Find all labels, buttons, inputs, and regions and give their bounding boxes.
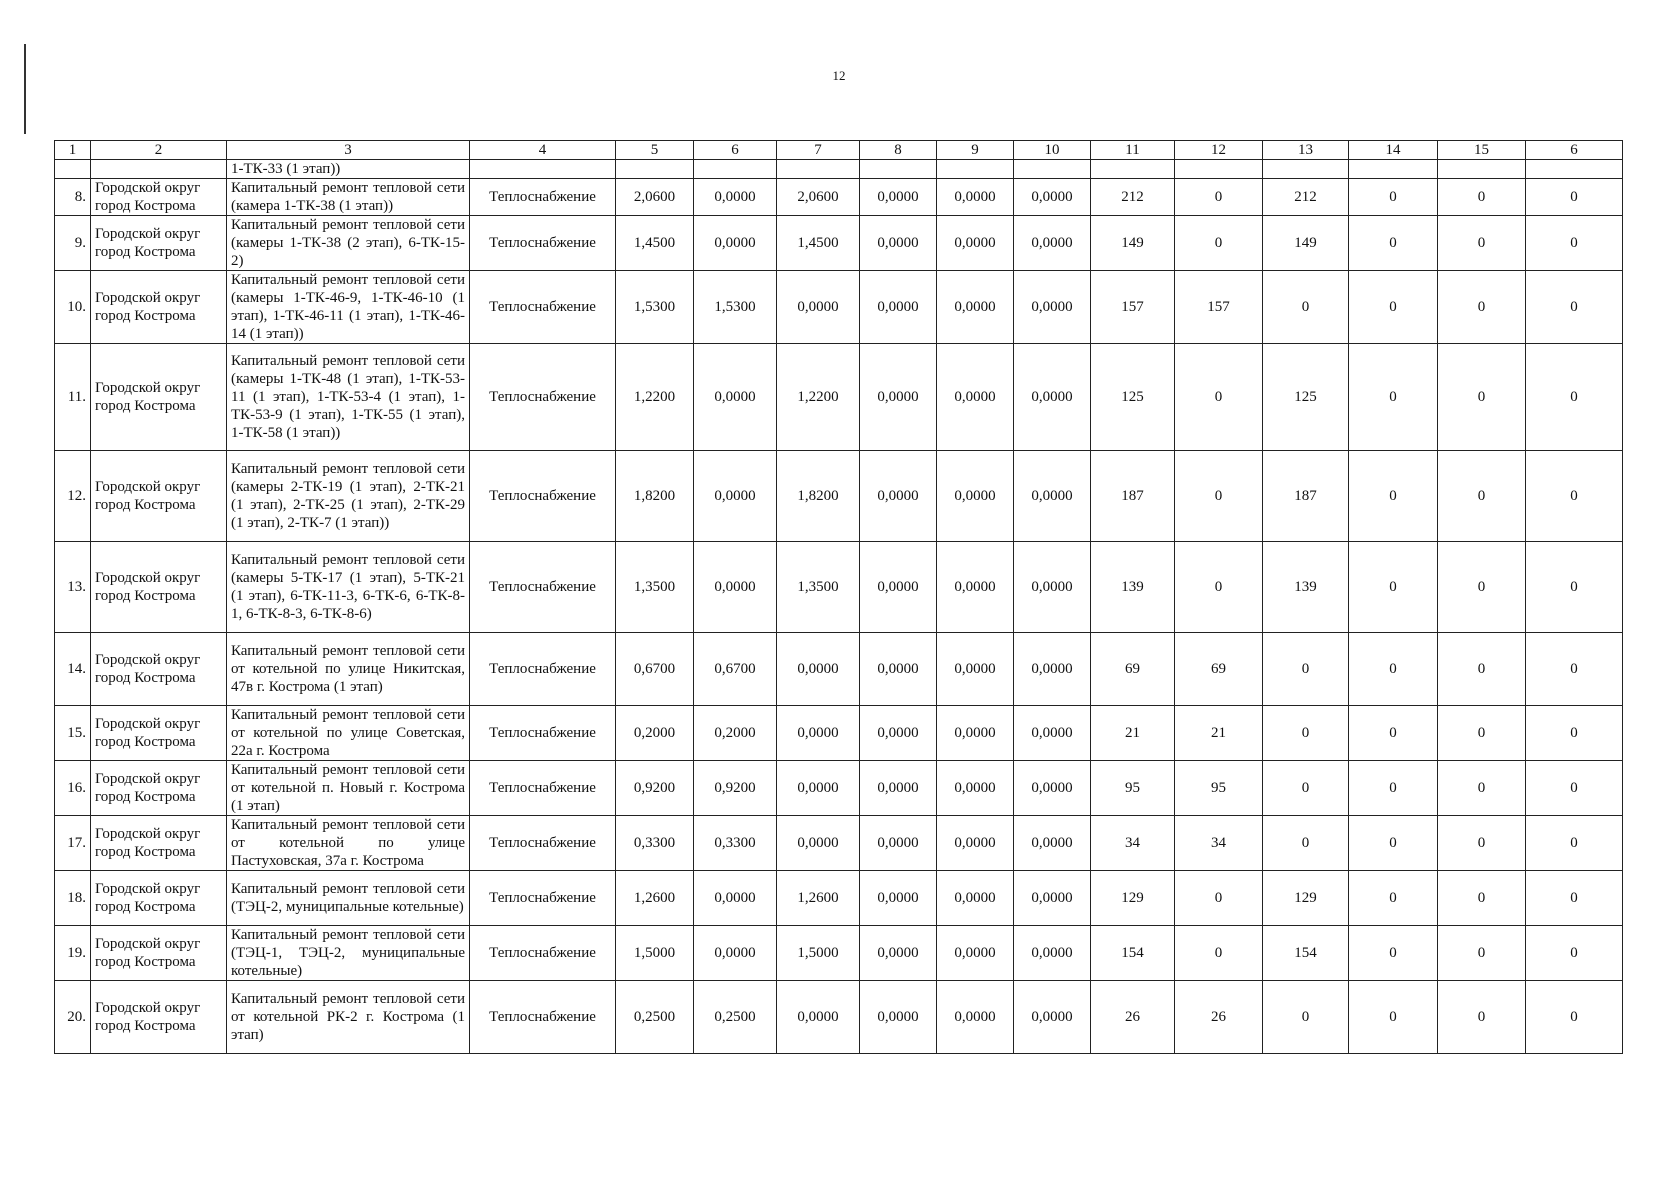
value-cell: 0,0000 <box>777 761 860 816</box>
table-row <box>55 871 1623 926</box>
value-cell: 0 <box>1349 179 1438 216</box>
table-row <box>55 451 1623 542</box>
description-cell: Капитальный ремонт тепловой сети от котельной по улице Никитская, 47в г. Кострома (1 этап) <box>227 633 470 706</box>
value-cell: 95 <box>1091 761 1175 816</box>
municipality-cell: Городской округ город Кострома <box>91 761 227 816</box>
municipality-cell: Городской округ город Кострома <box>91 706 227 761</box>
value-cell: 0 <box>1438 981 1526 1054</box>
value-cell: 0,2000 <box>616 706 694 761</box>
category-cell: Теплоснабжение <box>470 451 616 542</box>
municipality-cell: Городской округ город Кострома <box>91 871 227 926</box>
value-cell: 1,3500 <box>777 542 860 633</box>
description-cell: Капитальный ремонт тепловой сети (камера 1-ТК-38 (1 этап)) <box>227 179 470 216</box>
value-cell: 0,0000 <box>694 542 777 633</box>
value-cell: 0 <box>1526 271 1623 344</box>
value-cell: 0,0000 <box>1014 451 1091 542</box>
value-cell: 0,9200 <box>694 761 777 816</box>
value-cell: 0,0000 <box>694 179 777 216</box>
category-cell: Теплоснабжение <box>470 633 616 706</box>
value-cell: 0,0000 <box>777 633 860 706</box>
table-row <box>55 761 1623 816</box>
value-cell: 0,2500 <box>694 981 777 1054</box>
value-cell: 0 <box>1438 451 1526 542</box>
value-cell: 1,2600 <box>616 871 694 926</box>
value-cell: 129 <box>1091 871 1175 926</box>
value-cell: 0,0000 <box>937 542 1014 633</box>
value-cell: 0 <box>1175 451 1263 542</box>
value-cell: 212 <box>1263 179 1349 216</box>
value-cell: 0 <box>1349 633 1438 706</box>
table-row <box>55 216 1623 271</box>
value-cell: 0,0000 <box>1014 981 1091 1054</box>
description-cell: Капитальный ремонт тепловой сети (камеры 1-ТК-38 (2 этап), 6-ТК-15-2) <box>227 216 470 271</box>
column-number-row <box>55 141 1623 160</box>
value-cell: 0,0000 <box>860 216 937 271</box>
row-number-cell: 19. <box>55 926 91 981</box>
column-header: 6 <box>694 141 777 160</box>
value-cell: 0,0000 <box>860 633 937 706</box>
value-cell: 0,0000 <box>1014 542 1091 633</box>
category-cell: Теплоснабжение <box>470 761 616 816</box>
value-cell: 0 <box>1526 761 1623 816</box>
value-cell: 0,3300 <box>694 816 777 871</box>
value-cell: 0,0000 <box>1014 761 1091 816</box>
table-row <box>55 271 1623 344</box>
value-cell: 1,3500 <box>616 542 694 633</box>
municipality-cell: Городской округ город Кострома <box>91 216 227 271</box>
table-body <box>55 160 1623 1054</box>
table-row <box>55 816 1623 871</box>
column-header: 15 <box>1438 141 1526 160</box>
municipality-cell: Городской округ город Кострома <box>91 344 227 451</box>
row-number-cell: 13. <box>55 542 91 633</box>
table-row <box>55 633 1623 706</box>
column-header: 5 <box>616 141 694 160</box>
description-cell: Капитальный ремонт тепловой сети (камеры 1-ТК-48 (1 этап), 1-ТК-53-11 (1 этап), 1-ТК-53-4 (1 этап), 1-ТК-53-9 (1 этап), 1-ТК-55 (1 этап), 1-ТК-58 (1 этап)) <box>227 344 470 451</box>
value-cell: 0,9200 <box>616 761 694 816</box>
column-header: 11 <box>1091 141 1175 160</box>
value-cell: 34 <box>1175 816 1263 871</box>
continuation-row <box>55 160 1623 179</box>
value-cell: 0 <box>1349 542 1438 633</box>
value-cell: 0 <box>1349 706 1438 761</box>
value-cell: 0 <box>1526 542 1623 633</box>
continuation-num-cell <box>55 160 91 179</box>
value-cell: 0,0000 <box>777 706 860 761</box>
value-cell: 0,0000 <box>777 271 860 344</box>
value-cell: 69 <box>1175 633 1263 706</box>
value-cell: 0 <box>1438 542 1526 633</box>
value-cell: 0,0000 <box>937 706 1014 761</box>
column-header: 10 <box>1014 141 1091 160</box>
value-cell: 0 <box>1349 761 1438 816</box>
value-cell: 0 <box>1438 344 1526 451</box>
value-cell: 157 <box>1091 271 1175 344</box>
municipality-cell: Городской округ город Кострома <box>91 816 227 871</box>
value-cell: 0 <box>1438 871 1526 926</box>
value-cell: 0 <box>1526 981 1623 1054</box>
row-number-cell: 11. <box>55 344 91 451</box>
value-cell: 0 <box>1349 981 1438 1054</box>
description-cell: Капитальный ремонт тепловой сети (камеры 1-ТК-46-9, 1-ТК-46-10 (1 этап), 1-ТК-46-11 (1 этап), 1-ТК-46-14 (1 этап)) <box>227 271 470 344</box>
value-cell: 0 <box>1349 926 1438 981</box>
category-cell: Теплоснабжение <box>470 216 616 271</box>
column-header: 7 <box>777 141 860 160</box>
row-number-cell: 15. <box>55 706 91 761</box>
continuation-cell <box>1263 160 1349 179</box>
municipality-cell: Городской округ город Кострома <box>91 451 227 542</box>
value-cell: 0 <box>1438 816 1526 871</box>
column-header: 3 <box>227 141 470 160</box>
value-cell: 0,0000 <box>937 926 1014 981</box>
value-cell: 187 <box>1091 451 1175 542</box>
value-cell: 0 <box>1263 761 1349 816</box>
value-cell: 0 <box>1526 344 1623 451</box>
value-cell: 0,0000 <box>860 271 937 344</box>
value-cell: 0 <box>1526 926 1623 981</box>
value-cell: 0 <box>1526 706 1623 761</box>
value-cell: 0,0000 <box>1014 633 1091 706</box>
value-cell: 0,0000 <box>937 271 1014 344</box>
category-cell: Теплоснабжение <box>470 271 616 344</box>
value-cell: 0,0000 <box>937 761 1014 816</box>
value-cell: 0 <box>1175 179 1263 216</box>
value-cell: 0,0000 <box>1014 926 1091 981</box>
row-number-cell: 18. <box>55 871 91 926</box>
value-cell: 26 <box>1091 981 1175 1054</box>
column-header: 13 <box>1263 141 1349 160</box>
description-cell: Капитальный ремонт тепловой сети от котельной по улице Пастуховская, 37а г. Кострома <box>227 816 470 871</box>
value-cell: 0,0000 <box>937 451 1014 542</box>
value-cell: 0,0000 <box>937 816 1014 871</box>
category-cell: Теплоснабжение <box>470 706 616 761</box>
value-cell: 187 <box>1263 451 1349 542</box>
value-cell: 69 <box>1091 633 1175 706</box>
value-cell: 0 <box>1349 816 1438 871</box>
value-cell: 2,0600 <box>616 179 694 216</box>
value-cell: 0,0000 <box>777 981 860 1054</box>
value-cell: 1,5000 <box>777 926 860 981</box>
table-row <box>55 179 1623 216</box>
continuation-cell <box>1349 160 1438 179</box>
value-cell: 1,8200 <box>616 451 694 542</box>
value-cell: 0 <box>1526 179 1623 216</box>
category-cell: Теплоснабжение <box>470 542 616 633</box>
municipality-cell: Городской округ город Кострома <box>91 271 227 344</box>
value-cell: 0,6700 <box>616 633 694 706</box>
value-cell: 95 <box>1175 761 1263 816</box>
page-number: 12 <box>832 68 846 83</box>
data-table <box>54 140 1623 1054</box>
continuation-cell <box>860 160 937 179</box>
continuation-cell <box>1526 160 1623 179</box>
category-cell: Теплоснабжение <box>470 981 616 1054</box>
value-cell: 0 <box>1175 344 1263 451</box>
value-cell: 34 <box>1091 816 1175 871</box>
table-row <box>55 926 1623 981</box>
value-cell: 0 <box>1438 216 1526 271</box>
category-cell: Теплоснабжение <box>470 344 616 451</box>
value-cell: 0,0000 <box>1014 871 1091 926</box>
value-cell: 125 <box>1263 344 1349 451</box>
value-cell: 0,0000 <box>1014 216 1091 271</box>
value-cell: 0 <box>1349 344 1438 451</box>
value-cell: 0 <box>1526 451 1623 542</box>
value-cell: 154 <box>1091 926 1175 981</box>
value-cell: 26 <box>1175 981 1263 1054</box>
category-cell: Теплоснабжение <box>470 179 616 216</box>
continuation-cell <box>1175 160 1263 179</box>
value-cell: 0 <box>1263 706 1349 761</box>
value-cell: 212 <box>1091 179 1175 216</box>
value-cell: 0 <box>1438 706 1526 761</box>
continuation-description-cell: 1-ТК-33 (1 этап)) <box>227 160 470 179</box>
description-cell: Капитальный ремонт тепловой сети (камеры 2-ТК-19 (1 этап), 2-ТК-21 (1 этап), 2-ТК-25 (1 этап), 2-ТК-29 (1 этап), 2-ТК-7 (1 этап)) <box>227 451 470 542</box>
table-row <box>55 542 1623 633</box>
value-cell: 0,0000 <box>694 344 777 451</box>
value-cell: 0 <box>1438 633 1526 706</box>
value-cell: 1,2200 <box>777 344 860 451</box>
continuation-cell <box>1091 160 1175 179</box>
value-cell: 1,4500 <box>777 216 860 271</box>
value-cell: 0,6700 <box>694 633 777 706</box>
description-cell: Капитальный ремонт тепловой сети от котельной п. Новый г. Кострома (1 этап) <box>227 761 470 816</box>
row-number-cell: 8. <box>55 179 91 216</box>
column-header: 9 <box>937 141 1014 160</box>
description-cell: Капитальный ремонт тепловой сети от котельной по улице Советская, 22а г. Кострома <box>227 706 470 761</box>
value-cell: 0,0000 <box>860 542 937 633</box>
row-number-cell: 9. <box>55 216 91 271</box>
table-row <box>55 344 1623 451</box>
value-cell: 0 <box>1263 981 1349 1054</box>
value-cell: 0,0000 <box>860 981 937 1054</box>
value-cell: 0,0000 <box>694 216 777 271</box>
value-cell: 0 <box>1438 761 1526 816</box>
value-cell: 0,0000 <box>860 344 937 451</box>
column-header: 8 <box>860 141 937 160</box>
row-number-cell: 14. <box>55 633 91 706</box>
value-cell: 0,0000 <box>937 871 1014 926</box>
value-cell: 154 <box>1263 926 1349 981</box>
table-row <box>55 981 1623 1054</box>
column-header: 6 <box>1526 141 1623 160</box>
value-cell: 0,0000 <box>1014 179 1091 216</box>
category-cell: Теплоснабжение <box>470 871 616 926</box>
value-cell: 0,0000 <box>1014 344 1091 451</box>
column-header: 2 <box>91 141 227 160</box>
value-cell: 149 <box>1091 216 1175 271</box>
value-cell: 21 <box>1175 706 1263 761</box>
value-cell: 0 <box>1526 633 1623 706</box>
row-number-cell: 10. <box>55 271 91 344</box>
municipality-cell: Городской округ город Кострома <box>91 179 227 216</box>
description-cell: Капитальный ремонт тепловой сети (ТЭЦ-2, муниципальные котельные) <box>227 871 470 926</box>
value-cell: 21 <box>1091 706 1175 761</box>
value-cell: 0,0000 <box>937 216 1014 271</box>
continuation-cell <box>616 160 694 179</box>
value-cell: 0,0000 <box>860 926 937 981</box>
value-cell: 1,5000 <box>616 926 694 981</box>
value-cell: 0,0000 <box>1014 816 1091 871</box>
continuation-cell <box>777 160 860 179</box>
row-number-cell: 20. <box>55 981 91 1054</box>
value-cell: 1,4500 <box>616 216 694 271</box>
description-cell: Капитальный ремонт тепловой сети от котельной РК-2 г. Кострома (1 этап) <box>227 981 470 1054</box>
value-cell: 0 <box>1263 816 1349 871</box>
row-number-cell: 17. <box>55 816 91 871</box>
value-cell: 139 <box>1091 542 1175 633</box>
continuation-cell <box>1438 160 1526 179</box>
value-cell: 0,0000 <box>694 451 777 542</box>
value-cell: 0 <box>1175 542 1263 633</box>
value-cell: 0 <box>1438 926 1526 981</box>
value-cell: 0 <box>1349 871 1438 926</box>
value-cell: 0 <box>1263 271 1349 344</box>
value-cell: 0 <box>1349 271 1438 344</box>
value-cell: 1,5300 <box>616 271 694 344</box>
value-cell: 0 <box>1526 216 1623 271</box>
value-cell: 0,0000 <box>860 871 937 926</box>
value-cell: 1,2200 <box>616 344 694 451</box>
row-number-cell: 12. <box>55 451 91 542</box>
value-cell: 139 <box>1263 542 1349 633</box>
municipality-cell: Городской округ город Кострома <box>91 926 227 981</box>
continuation-cell <box>1014 160 1091 179</box>
value-cell: 125 <box>1091 344 1175 451</box>
value-cell: 0,0000 <box>1014 271 1091 344</box>
value-cell: 0,0000 <box>1014 706 1091 761</box>
continuation-cell <box>937 160 1014 179</box>
value-cell: 0 <box>1526 871 1623 926</box>
value-cell: 0,0000 <box>937 981 1014 1054</box>
value-cell: 0,0000 <box>777 816 860 871</box>
continuation-cell <box>694 160 777 179</box>
value-cell: 1,2600 <box>777 871 860 926</box>
value-cell: 0,0000 <box>694 926 777 981</box>
value-cell: 0,2000 <box>694 706 777 761</box>
value-cell: 0 <box>1175 871 1263 926</box>
value-cell: 0,0000 <box>937 179 1014 216</box>
continuation-cell <box>470 160 616 179</box>
scan-margin-line <box>24 44 26 134</box>
value-cell: 0 <box>1349 216 1438 271</box>
value-cell: 0 <box>1526 816 1623 871</box>
value-cell: 0 <box>1438 179 1526 216</box>
value-cell: 1,5300 <box>694 271 777 344</box>
value-cell: 0 <box>1438 271 1526 344</box>
value-cell: 0 <box>1175 216 1263 271</box>
value-cell: 0 <box>1175 926 1263 981</box>
value-cell: 0,3300 <box>616 816 694 871</box>
value-cell: 149 <box>1263 216 1349 271</box>
value-cell: 0,0000 <box>860 179 937 216</box>
value-cell: 0,0000 <box>694 871 777 926</box>
value-cell: 157 <box>1175 271 1263 344</box>
value-cell: 0,0000 <box>937 344 1014 451</box>
table-row <box>55 706 1623 761</box>
value-cell: 0,0000 <box>937 633 1014 706</box>
value-cell: 0,0000 <box>860 706 937 761</box>
value-cell: 0 <box>1263 633 1349 706</box>
description-cell: Капитальный ремонт тепловой сети (ТЭЦ-1, ТЭЦ-2, муниципальные котельные) <box>227 926 470 981</box>
value-cell: 0,2500 <box>616 981 694 1054</box>
row-number-cell: 16. <box>55 761 91 816</box>
column-header: 1 <box>55 141 91 160</box>
column-header: 4 <box>470 141 616 160</box>
municipality-cell: Городской округ город Кострома <box>91 542 227 633</box>
value-cell: 129 <box>1263 871 1349 926</box>
category-cell: Теплоснабжение <box>470 926 616 981</box>
description-cell: Капитальный ремонт тепловой сети (камеры 5-ТК-17 (1 этап), 5-ТК-21 (1 этап), 6-ТК-11-3, 6-ТК-6, 6-ТК-8-1, 6-ТК-8-3, 6-ТК-8-6) <box>227 542 470 633</box>
continuation-municipality-cell <box>91 160 227 179</box>
value-cell: 1,8200 <box>777 451 860 542</box>
municipality-cell: Городской округ город Кострома <box>91 981 227 1054</box>
value-cell: 2,0600 <box>777 179 860 216</box>
value-cell: 0 <box>1349 451 1438 542</box>
column-header: 14 <box>1349 141 1438 160</box>
municipality-cell: Городской округ город Кострома <box>91 633 227 706</box>
value-cell: 0,0000 <box>860 761 937 816</box>
column-header: 12 <box>1175 141 1263 160</box>
value-cell: 0,0000 <box>860 451 937 542</box>
value-cell: 0,0000 <box>860 816 937 871</box>
category-cell: Теплоснабжение <box>470 816 616 871</box>
